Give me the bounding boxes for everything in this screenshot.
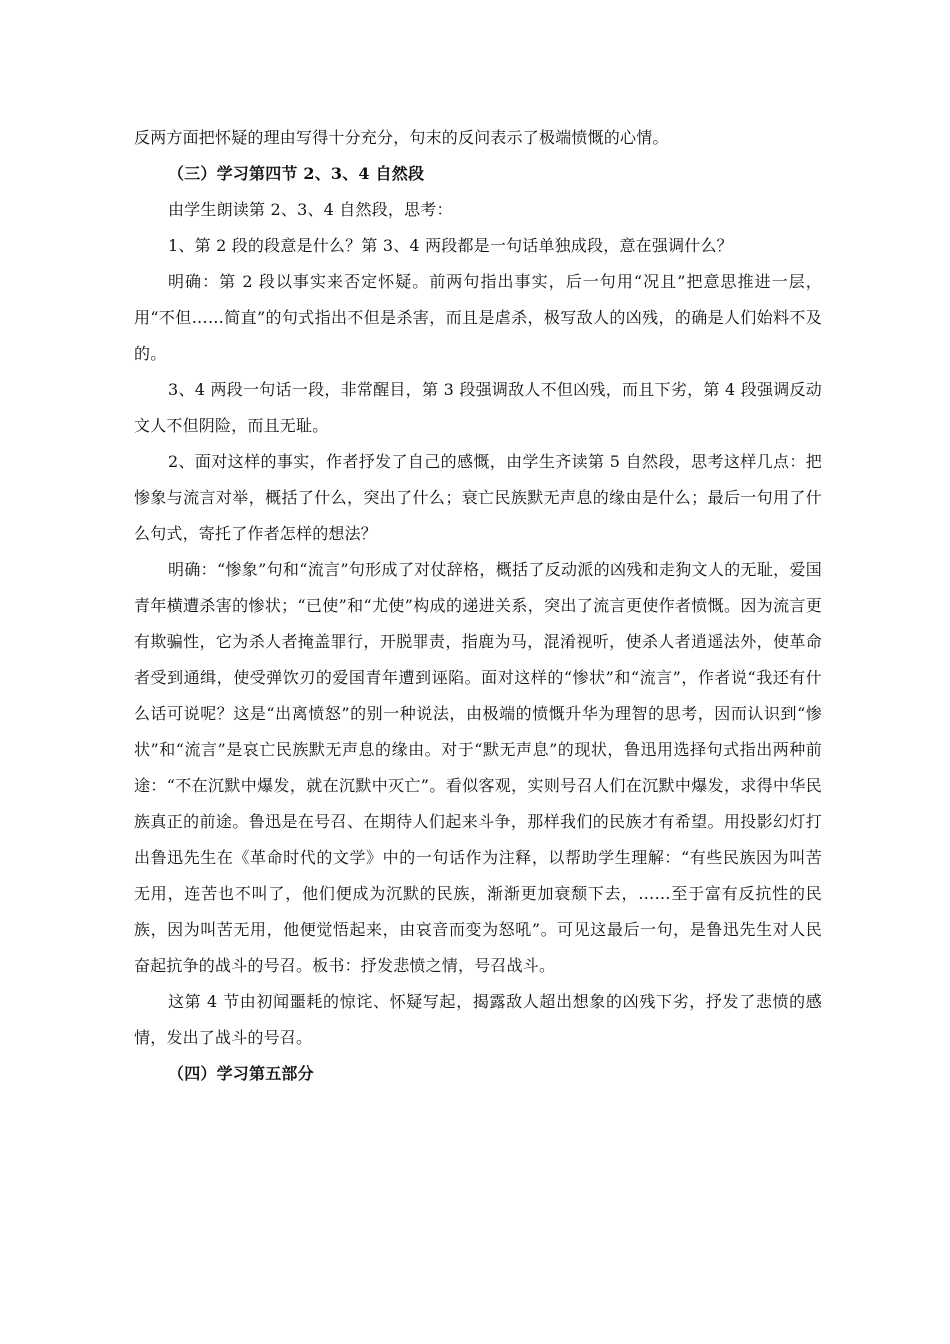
question-2: 2、面对这样的事实，作者抒发了自己的感慨，由学生齐读第 5 自然段，思考这样几点：把惨象与流言对举，概括了什么，突出了什么；衰亡民族默无声息的缘由是什么；最后一句用了什么句式，寄托了作者怎样的想法？ [134, 452, 822, 543]
document-page [134, 120, 822, 1092]
answer-1-continued: 3、4 两段一句话一段，非常醒目，第 3 段强调敌人不但凶残，而且下劣，第 4 段强调反动文人不但阴险，而且无耻。 [134, 380, 822, 435]
answer-1: 明确：第 2 段以事实来否定怀疑。前两句指出事实，后一句用“况且”把意思推进一层，用“不但……简直”的句式指出不但是杀害，而且是虐杀，极写敌人的凶残，的确是人们始料不及的。 [134, 272, 822, 363]
section-heading-4: （四）学习第五部分 [168, 1064, 314, 1083]
question-1: 1、第 2 段的段意是什么？第 3、4 两段都是一句话单独成段，意在强调什么？ [168, 236, 733, 255]
section-heading-3: （三）学习第四节 2、3、4 自然段 [168, 164, 425, 183]
paragraph-continuation: 反两方面把怀疑的理由写得十分充分，句末的反问表示了极端愤慨的心情。 [134, 128, 669, 147]
paragraph-instruction: 由学生朗读第 2、3、4 自然段，思考： [168, 200, 453, 219]
answer-2: 明确：“惨象”句和“流言”句形成了对仗辞格，概括了反动派的凶残和走狗文人的无耻，爱国青年横遭杀害的惨状；“已使”和“尤使”构成的递进关系，突出了流言更使作者愤慨。因为流言更有欺骗性，它为杀人者掩盖罪行，开脱罪责，指鹿为马，混淆视听，使杀人者逍遥法外，使革命者受到通缉，使受弹饮刃的爱国青年遭到诬陷。面对这样的“惨状”和“流言”，作者说“我还有什么话可说呢？这是“出离愤怒”的别一种说法，由极端的愤慨升华为理智的思考，因而认识到“惨状”和“流言”是哀亡民族默无声息的缘由。对于“默无声息”的现状，鲁迅用选择句式指出两种前途：“不在沉默中爆发，就在沉默中灭亡”。看似客观，实则号召人们在沉默中爆发，求得中华民族真正的前途。鲁迅是在号召、在期待人们起来斗争，那样我们的民族才有希望。用投影幻灯打出鲁迅先生在《革命时代的文学》中的一句话作为注释，以帮助学生理解：“有些民族因为叫苦无用，连苦也不叫了，他们便成为沉默的民族，渐渐更加衰颓下去，……至于富有反抗性的民族，因为叫苦无用，他便觉悟起来，由哀音而变为怒吼”。可见这最后一句，是鲁迅先生对人民奋起抗争的战斗的号召。板书：抒发悲愤之情，号召战斗。 [134, 560, 822, 975]
section-summary: 这第 4 节由初闻噩耗的惊诧、怀疑写起，揭露敌人超出想象的凶残下劣，抒发了悲愤的感情，发出了战斗的号召。 [134, 992, 822, 1047]
